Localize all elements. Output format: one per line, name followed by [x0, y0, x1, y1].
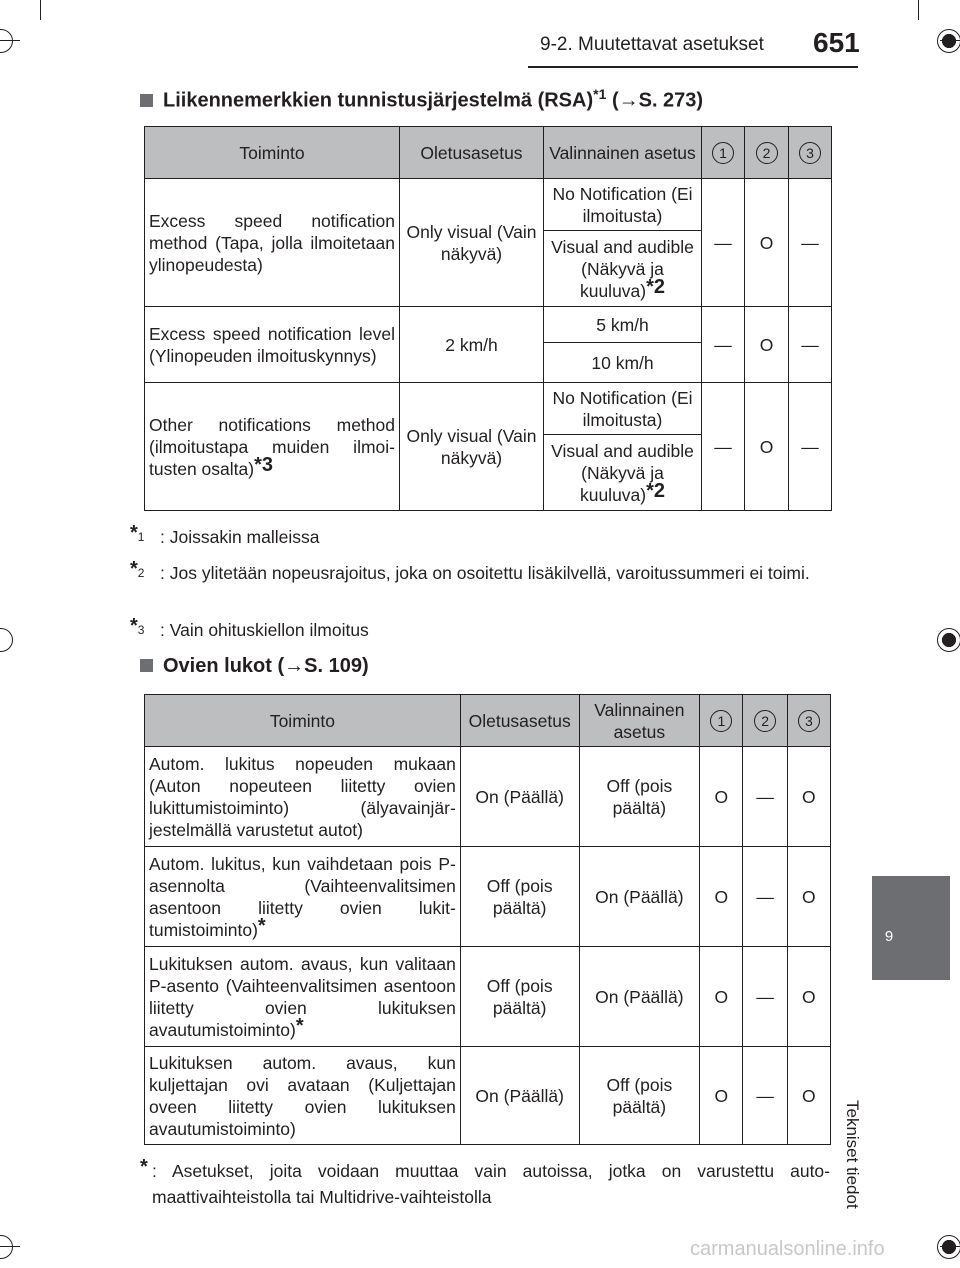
col-header-default: Oletusasetus: [400, 127, 544, 179]
registration-mark: [937, 29, 960, 53]
option-cell: 5 km/h: [544, 307, 702, 343]
option-cell: [544, 435, 702, 511]
model-2-cell: O: [745, 307, 789, 383]
footnote: [130, 524, 830, 550]
footnote-ref: *2: [646, 479, 666, 502]
section-bullet: [140, 94, 153, 107]
footnote-mark: *: [130, 615, 138, 637]
default-cell: Only visual (Vain näkyvä): [400, 383, 544, 511]
function-cell: Lukituksen autom. avaus, kun kuljettajan ovi avataan (Kuljettajan oveen liitetty ovien lukituksen avautumistoiminto): [145, 1047, 461, 1145]
option-cell: Off (pois päältä): [579, 747, 700, 847]
registration-mark: [0, 628, 13, 652]
default-cell: Off (pois päältä): [460, 847, 579, 947]
model-1-cell: O: [700, 947, 743, 1047]
model-2-cell: —: [743, 947, 787, 1047]
model-3-cell: —: [789, 179, 832, 307]
model-2-cell: —: [743, 747, 787, 847]
model-1-cell: —: [702, 383, 745, 511]
default-cell: On (Päällä): [460, 1047, 579, 1145]
footnote-ref: *: [295, 1014, 304, 1037]
footnote: [130, 617, 830, 643]
model-2-cell: O: [745, 179, 789, 307]
header-section-title: 9-2. Muutettavat asetukset: [540, 34, 764, 55]
chapter-number: 9: [884, 928, 894, 945]
model-3-cell: —: [789, 307, 832, 383]
function-text: Other notifications method (ilmoitustapa muiden ilmoitusten osalta): [149, 414, 395, 479]
model-3-cell: O: [787, 747, 830, 847]
header-divider: [528, 66, 858, 68]
column-2-marker: 2: [756, 142, 778, 164]
function-cell: Autom. lukitus nopeuden mukaan (Auton nopeuteen liitetty ovien lukittumistoiminto) (älyavainjärjestelmällä varustetut autot): [145, 747, 461, 847]
footnote-ref: *3: [254, 453, 273, 476]
footnote-ref: *: [257, 914, 266, 937]
footnote-ref: *1: [593, 86, 607, 102]
col-header-default: Oletusasetus: [460, 695, 579, 747]
option-text: Visual and audible (Näkyvä ja kuuluva): [551, 236, 694, 301]
col-header-optional: Valinnainen asetus: [544, 127, 702, 179]
column-3-marker: 3: [798, 710, 820, 732]
column-1-marker: 1: [712, 142, 734, 164]
footnote-number: 2: [137, 566, 145, 580]
option-cell: On (Päällä): [579, 947, 700, 1047]
crop-mark: [40, 0, 41, 20]
function-cell: [145, 847, 461, 947]
footnote-text: : Vain ohituskiellon ilmoitus: [160, 620, 369, 640]
model-3-cell: O: [787, 1047, 830, 1145]
model-3-cell: O: [787, 847, 830, 947]
footnote-ref: *2: [646, 275, 666, 298]
function-text: Lukituksen autom. avaus, kun valitaan P-asento (Vaihteenvalitsimen asentoon liitetty ovien lukituksen avautumistoiminto): [149, 953, 456, 1040]
option-cell: 10 km/h: [544, 343, 702, 383]
model-3-cell: —: [789, 383, 832, 511]
default-cell: 2 km/h: [400, 307, 544, 383]
model-1-cell: O: [700, 847, 743, 947]
model-1-cell: —: [702, 307, 745, 383]
column-2-marker: 2: [754, 710, 776, 732]
default-cell: On (Päällä): [460, 747, 579, 847]
footnote-text: : Asetukset, joita voidaan muuttaa vain autoissa, jotka on varustettu automaattivaihteistolla tai Multidrive-vaihteistolla: [152, 1161, 830, 1207]
page-reference: (→S. 273): [611, 89, 704, 112]
function-cell: Excess speed notification level (Ylinopeuden ilmoituskynnys): [145, 307, 400, 383]
footnote-text: : Jos ylitetään nopeusrajoitus, joka on osoitettu lisäkilvellä, varoitussummeri ei toimi.: [160, 563, 810, 583]
page-number: 651: [813, 27, 860, 58]
option-cell: No Notification (Ei ilmoitusta): [544, 383, 702, 435]
watermark: carmanualsonline.info: [690, 1238, 885, 1260]
option-cell: No Notification (Ei ilmoitusta): [544, 179, 702, 231]
model-1-cell: —: [702, 179, 745, 307]
footnote: [130, 560, 830, 586]
footnote-number: 1: [137, 530, 145, 544]
model-2-cell: —: [743, 847, 787, 947]
section-title-text: Ovien lukot: [163, 655, 272, 677]
default-cell: Off (pois päältä): [460, 947, 579, 1047]
column-1-marker: 1: [710, 710, 732, 732]
column-3-marker: 3: [799, 142, 821, 164]
registration-mark: [0, 29, 13, 53]
function-text: Autom. lukitus, kun vaihdetaan pois P-asennolta (Vaihteenvalitsimen asentoon liitetty ovien lukittumistoiminto): [149, 853, 456, 940]
door-lock-settings-table: [144, 694, 831, 1145]
footnote-mark: *: [130, 558, 138, 580]
option-cell: On (Päällä): [579, 847, 700, 947]
option-text: Visual and audible (Näkyvä ja kuuluva): [551, 440, 694, 505]
footnote-mark: *: [130, 522, 138, 544]
footnote: [140, 1158, 830, 1210]
option-cell: Off (pois päältä): [579, 1047, 700, 1145]
section-title-text: Liikennemerkkien tunnistusjärjestelmä (RSA): [163, 89, 594, 112]
function-cell: [145, 947, 461, 1047]
page-reference: (→S. 109): [277, 655, 369, 677]
model-1-cell: O: [700, 1047, 743, 1145]
model-1-cell: O: [700, 747, 743, 847]
col-header-optional: Valinnainen asetus: [579, 695, 700, 747]
default-cell: Only visual (Vain näkyvä): [400, 179, 544, 307]
function-cell: [145, 383, 400, 511]
rsa-settings-table: [144, 126, 832, 511]
col-header-function: Toiminto: [145, 695, 461, 747]
footnote-number: 3: [137, 623, 145, 637]
section-title-rsa: [140, 86, 703, 113]
registration-mark: [937, 628, 960, 652]
registration-mark: [0, 1235, 13, 1259]
model-2-cell: —: [743, 1047, 787, 1145]
option-cell: [544, 231, 702, 307]
registration-mark: [937, 1235, 960, 1259]
section-bullet: [140, 659, 153, 672]
chapter-label: Tekniset tiedot: [843, 1100, 862, 1209]
model-2-cell: O: [745, 383, 789, 511]
section-title-door-locks: [140, 655, 369, 678]
footnote-mark: *: [140, 1156, 148, 1178]
footnote-text: : Joissakin malleissa: [160, 527, 320, 547]
function-cell: Excess speed notification method (Tapa, jolla ilmoitetaan ylinopeudesta): [145, 179, 400, 307]
model-3-cell: O: [787, 947, 830, 1047]
col-header-function: Toiminto: [145, 127, 400, 179]
crop-mark: [918, 0, 919, 20]
